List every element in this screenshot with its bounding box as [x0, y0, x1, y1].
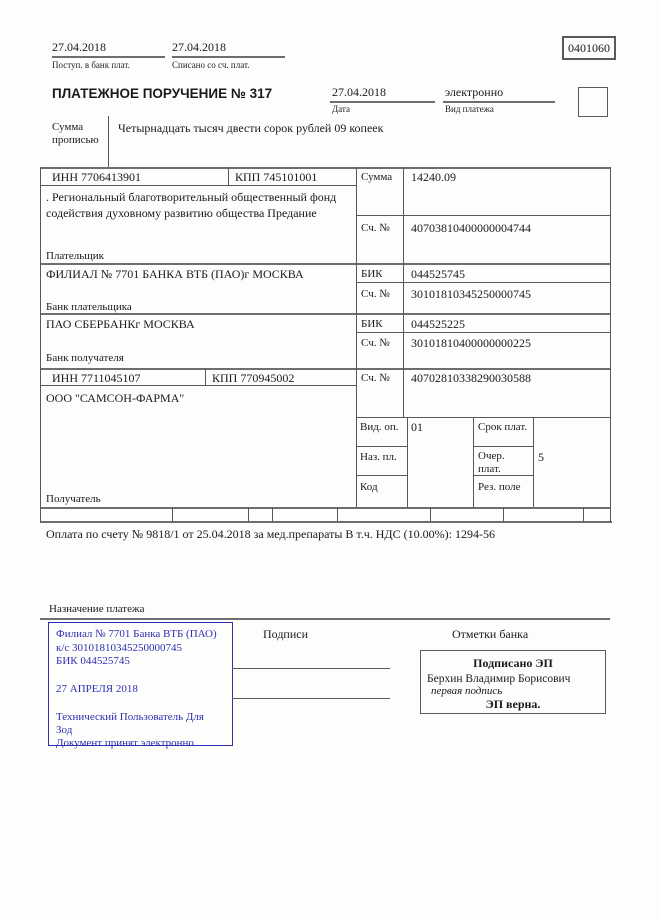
- doc-date-label: Дата: [332, 104, 350, 114]
- bank-marks-heading: Отметки банка: [452, 627, 529, 641]
- table-line: [356, 215, 610, 216]
- stamp-accepted-note: Документ принят электронно: [56, 737, 194, 750]
- table-column-line: [407, 417, 408, 507]
- table-line: [40, 521, 612, 523]
- payee-account-label: Сч. №: [361, 372, 390, 384]
- debited-date: 27.04.2018: [172, 40, 226, 54]
- inn-kpp-divider: [205, 368, 206, 385]
- pay-order-value: 5: [538, 450, 544, 464]
- op-kind-value: 01: [411, 420, 423, 434]
- amount-words-divider: [108, 116, 109, 167]
- amount-value: 14240.09: [411, 170, 456, 184]
- stamp-user-line2: Зод: [56, 723, 73, 736]
- pay-order-label: Очер. плат.: [478, 450, 505, 475]
- pay-term-label: Срок плат.: [478, 421, 528, 433]
- payer-section-label: Плательщик: [46, 250, 104, 262]
- payee-bank-name: ПАО СБЕРБАНКг МОСКВА: [46, 317, 195, 331]
- payer-inn: ИНН 7706413901: [52, 170, 141, 184]
- payee-bank-bik: 044525225: [411, 317, 465, 331]
- table-line: [40, 368, 610, 370]
- stamp-user-line1: Технический Пользователь Для: [56, 710, 204, 723]
- amount-words-value: Четырнадцать тысяч двести сорок рублей 09 копеек: [118, 121, 384, 135]
- payer-name: . Региональный благотворительный общественный фонд содействия духовному развитию общества Предание: [46, 190, 337, 221]
- signature-line: [232, 698, 390, 699]
- payer-bank-bik-label: БИК: [361, 268, 383, 280]
- esign-signer-name: Берхин Владимир Борисович: [427, 673, 571, 685]
- purpose-code-label: Наз. пл.: [360, 451, 397, 463]
- field-row-divider: [337, 507, 338, 521]
- esign-title: Подписано ЭП: [473, 656, 553, 670]
- payer-bank-account-label: Сч. №: [361, 288, 390, 300]
- document-title: ПЛАТЕЖНОЕ ПОРУЧЕНИЕ № 317: [52, 86, 273, 101]
- table-column-line: [533, 417, 534, 507]
- form-code-box: 0401060: [562, 36, 616, 60]
- esign-stamp-box: [420, 650, 606, 714]
- inn-kpp-divider: [228, 167, 229, 185]
- field-row-divider: [172, 507, 173, 521]
- table-left-border: [40, 167, 41, 523]
- table-line: [40, 167, 610, 169]
- purpose-section-label: Назначение платежа: [49, 603, 145, 615]
- payee-inn: ИНН 7711045107: [52, 371, 141, 385]
- table-line: [356, 282, 610, 283]
- amount-words-label: Сумма прописью: [52, 121, 99, 146]
- table-column-line: [473, 417, 474, 507]
- debited-date-underline: [172, 56, 285, 58]
- table-line: [40, 263, 610, 265]
- payer-bank-name: ФИЛИАЛ № 7701 БАНКА ВТБ (ПАО)г МОСКВА: [46, 267, 304, 281]
- field-row-divider: [248, 507, 249, 521]
- received-date-label: Поступ. в банк плат.: [52, 60, 130, 70]
- payee-name: ООО "САМСОН-ФАРМА": [46, 391, 185, 405]
- purpose-text: Оплата по счету № 9818/1 от 25.04.2018 за мед.препараты В т.ч. НДС (10.00%): 1294-56: [46, 527, 495, 541]
- table-column-line: [356, 167, 357, 507]
- table-line: [356, 475, 407, 476]
- table-column-line: [403, 167, 404, 417]
- esign-signature-kind: первая подпись: [431, 685, 503, 697]
- payer-account-label: Сч. №: [361, 222, 390, 234]
- stamp-date: 27 АПРЕЛЯ 2018: [56, 682, 138, 695]
- debited-date-label: Списано со сч. плат.: [172, 60, 250, 70]
- payee-kpp: КПП 770945002: [212, 371, 295, 385]
- table-line: [356, 446, 407, 447]
- reserve-field-label: Рез. поле: [478, 481, 521, 493]
- stamp-corr-account: к/с 30101810345250000745: [56, 642, 183, 655]
- field-row-divider: [272, 507, 273, 521]
- payment-kind-label: Вид платежа: [445, 104, 494, 114]
- signatures-heading: Подписи: [263, 627, 309, 641]
- payer-bank-account: 30101810345250000745: [411, 287, 531, 301]
- code-label: Код: [360, 481, 378, 493]
- payee-section-label: Получатель: [46, 493, 101, 505]
- field-row-divider: [503, 507, 504, 521]
- op-kind-label: Вид. оп.: [360, 421, 399, 433]
- payee-bank-bik-label: БИК: [361, 318, 383, 330]
- payer-bank-section-label: Банк плательщика: [46, 301, 132, 313]
- payment-kind-underline: [443, 101, 555, 103]
- status-checkbox: [578, 87, 608, 117]
- payer-bank-bik: 044525745: [411, 267, 465, 281]
- received-date-underline: [52, 56, 165, 58]
- table-line: [356, 332, 610, 333]
- doc-date: 27.04.2018: [332, 85, 386, 99]
- signature-line: [232, 668, 390, 669]
- table-line: [356, 417, 610, 418]
- field-row-divider: [430, 507, 431, 521]
- table-line: [40, 507, 610, 509]
- stamp-bank-name: Филиал № 7701 Банка ВТБ (ПАО): [56, 628, 217, 640]
- payee-bank-section-label: Банк получателя: [46, 352, 124, 364]
- payment-kind: электронно: [445, 85, 504, 99]
- field-row-divider: [583, 507, 584, 521]
- table-line: [40, 185, 356, 186]
- doc-date-underline: [330, 101, 435, 103]
- amount-label: Сумма: [361, 171, 393, 183]
- table-right-border: [610, 167, 611, 523]
- payee-bank-account: 30101810400000000225: [411, 336, 531, 350]
- table-line: [473, 446, 533, 447]
- esign-verified: ЭП верна.: [485, 697, 541, 711]
- bank-accept-stamp-box: [48, 622, 233, 750]
- payer-kpp: КПП 745101001: [235, 170, 318, 184]
- stamp-bik: БИК 044525745: [56, 655, 130, 668]
- received-date: 27.04.2018: [52, 40, 106, 54]
- purpose-underline: [40, 618, 610, 620]
- payee-account: 40702810338290030588: [411, 371, 531, 385]
- payee-bank-account-label: Сч. №: [361, 337, 390, 349]
- payer-account: 40703810400000004744: [411, 221, 531, 235]
